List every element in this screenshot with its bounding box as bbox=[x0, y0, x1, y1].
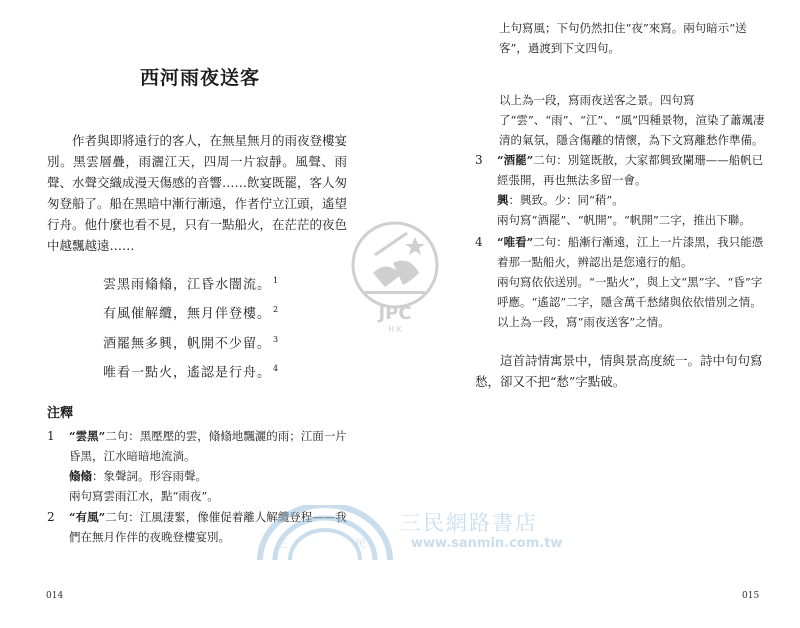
footnote-marker: 2 bbox=[273, 305, 280, 315]
note-2-continuation: 上句寫風；下句仍然扣住“夜”來寫。兩句暗示“送客”，過渡到下文四句。 bbox=[499, 21, 747, 55]
store-char: 三 bbox=[277, 537, 288, 550]
note-line: 兩句寫雲雨江水，點“雨夜”。 bbox=[69, 489, 219, 503]
store-url: www.sanmin.com.tw bbox=[411, 536, 563, 551]
note-line: 興：興致。少：同“稍”。 bbox=[497, 193, 624, 207]
note-line: “酒罷”二句：別筵既散，大家都興致闌珊——船帆已經張開，再也無法多留一會。 bbox=[497, 153, 764, 187]
poem-line: 唯看一點火，遙認是行舟。 $^4$ bbox=[103, 363, 280, 381]
polo-logo-icon bbox=[345, 215, 445, 335]
footnote-marker: 4 bbox=[273, 363, 280, 373]
poem-line: 有風催解纜，無月伴登樓。 $^2$ bbox=[103, 305, 280, 322]
intro-paragraph: 作者與即將遠行的客人，在無星無月的雨夜登樓宴別。黑雲層疊，雨灑江天，四周一片寂靜。風聲、雨聲、水聲交織成漫天傷感的音響……飲宴既罷，客人匆匆登船了。船在黑暗中漸行漸遠，作者佇立江頭，遙望行舟。他什麼也看不見，只有一點船火，在茫茫的夜色中越飄越遠…… bbox=[47, 133, 348, 253]
note-number: 4 bbox=[475, 235, 483, 249]
note-line: 翛翛：象聲詞。形容雨聲。 bbox=[69, 469, 207, 483]
store-watermark bbox=[255, 505, 585, 565]
poem-line: 雲黑雨翛翛，江昏水闇流。 $^1$ bbox=[103, 276, 280, 293]
publisher-logo-watermark bbox=[345, 215, 445, 335]
section-summary: 以上為一段，寫雨夜送客之景。四句寫了“雲”、“雨”、“江”、“風”四種景物，渲染了蕭颯凄清的氣氛，隱含傷離的情懷，為下文寫離愁作準備。 bbox=[499, 93, 765, 147]
poem-lines bbox=[103, 268, 279, 385]
note-number: 3 bbox=[475, 153, 483, 167]
poem-line: 酒罷無多興，帆開不少留。 $^3$ bbox=[103, 334, 280, 351]
store-char: 民 bbox=[355, 537, 366, 550]
poem-title: 西河雨夜送客 bbox=[139, 66, 260, 89]
page-number: 015 bbox=[742, 591, 760, 601]
footnote-marker: 1 bbox=[273, 276, 280, 285]
note-line: 兩句寫“酒罷”、“帆開”。“帆開”二字，推出下聯。 bbox=[497, 213, 751, 227]
store-name: 三民網路書店 bbox=[400, 511, 538, 535]
logo-subtext: H K bbox=[388, 325, 402, 334]
note-3 bbox=[475, 150, 770, 230]
note-line: 以上為一段，寫“雨夜送客”之情。 bbox=[497, 315, 670, 329]
page-number: 014 bbox=[46, 591, 64, 601]
note-line: 兩句寫依依送別。“一點火”，與上文“黑”字、“昏”字呼應。“遙認”二字，隱含萬千愁緒與依依惜別之情。 bbox=[497, 275, 763, 309]
note-number: 2 bbox=[47, 510, 55, 524]
footnote-marker: 3 bbox=[273, 334, 280, 344]
note-1 bbox=[47, 426, 347, 506]
closing-paragraph: 這首詩情寓景中，情與景高度統一。詩中句句寫愁，卻又不把“愁”字點破。 bbox=[475, 353, 763, 389]
logo-text: JPC bbox=[378, 303, 412, 324]
rainbow-arc-icon bbox=[255, 505, 395, 565]
notes-heading: 注釋 bbox=[47, 406, 74, 421]
note-4 bbox=[475, 232, 770, 332]
note-number: 1 bbox=[47, 429, 55, 443]
note-line: “唯看”二句：船漸行漸遠，江上一片漆黑，我只能憑着那一點船火，辨認出是您遠行的船。 bbox=[497, 235, 764, 269]
note-line: “雲黑”二句：黑壓壓的雲，翛翛地飄灑的雨；江面一片昏黑，江水暗暗地流淌。 bbox=[69, 429, 347, 463]
note-line: “有風”二句：江風淒緊，像催促着離人解纜登程——我們在無月作伴的夜晚登樓宴別。 bbox=[69, 510, 347, 544]
